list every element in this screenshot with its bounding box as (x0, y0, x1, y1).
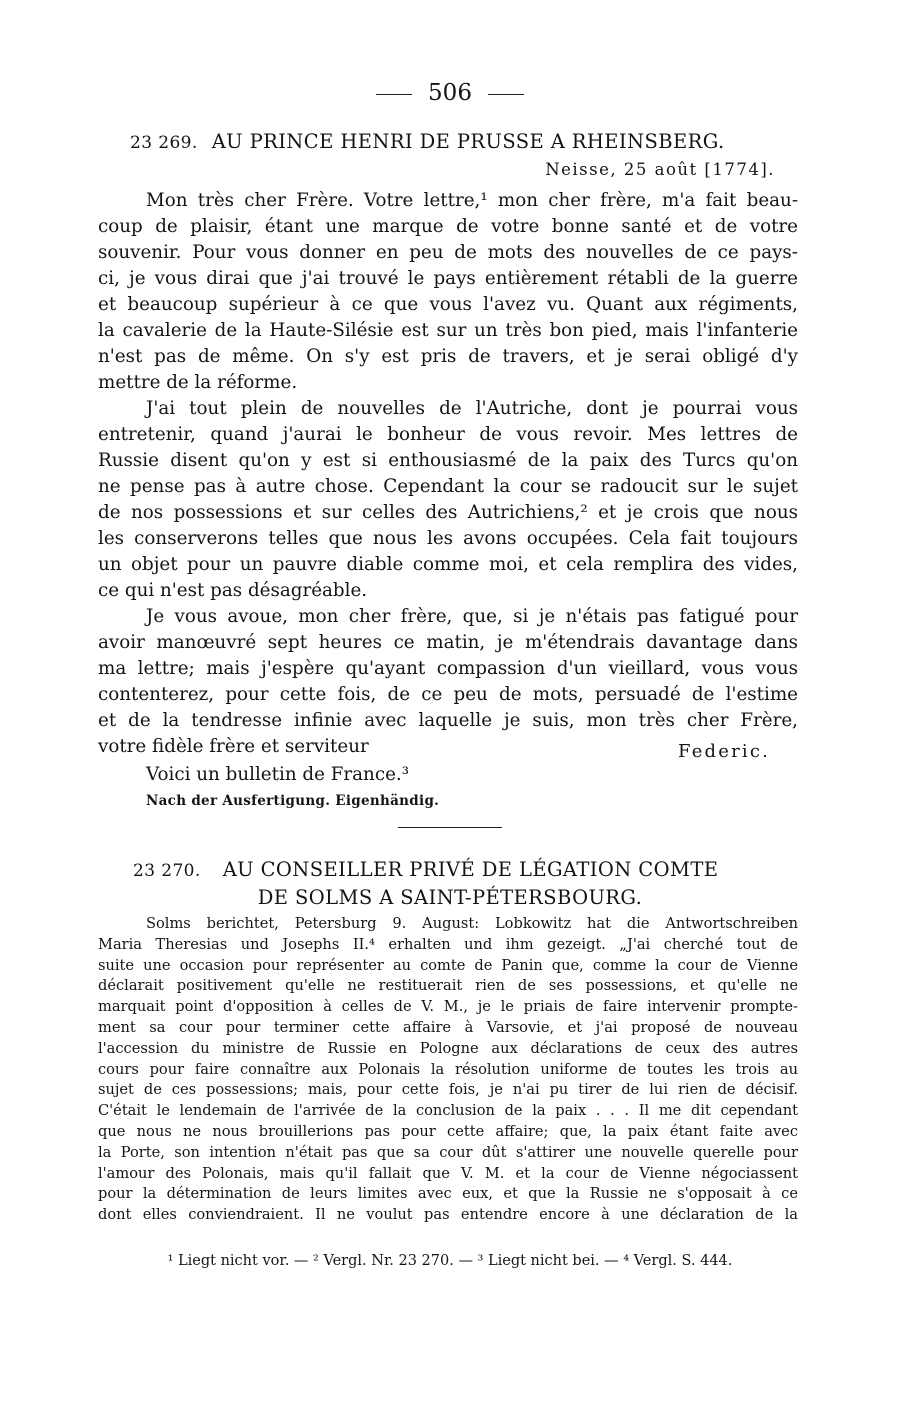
letter1-line: Je vous avoue, mon cher frère, que, si je n'étais pas fatigué pour (146, 606, 798, 627)
letter1-line: votre fidèle frère et serviteur (98, 736, 369, 757)
letter1-dateline: Neisse, 25 août [1774]. (545, 160, 775, 179)
letter2-line: ment sa cour pour terminer cette affaire à Varsovie, et j'ai proposé de nouveau (98, 1019, 798, 1036)
section-divider (398, 827, 502, 828)
letter1-signature: Federic. (678, 741, 771, 762)
letter2-line: l'amour des Polonais, mais qu'il fallait que V. M. et la cour de Vienne négociassent (98, 1165, 798, 1182)
letter2-line: C'était le lendemain de l'arrivée de la conclusion de la paix . . . Il me dit cependant (98, 1102, 798, 1119)
footnotes: ¹ Liegt nicht vor. — ² Vergl. Nr. 23 270. — ³ Liegt nicht bei. — ⁴ Vergl. S. 444. (167, 1253, 733, 1269)
letter1-number: 23 269. (130, 133, 198, 153)
letter1-line: un objet pour un pauvre diable comme moi, et cela remplira des vides, (98, 554, 798, 575)
letter2-line: marquait point d'opposition à celles de V. M., je le priais de faire intervenir prompte- (98, 998, 798, 1015)
letter2-line: l'accession du ministre de Russie en Pologne aux déclarations de ceux des autres (98, 1040, 798, 1057)
letter2-line: Maria Theresias und Josephs II.⁴ erhalten und ihm gezeigt. „J'ai cherché tout de (98, 936, 798, 953)
letter1-line: souvenir. Pour vous donner en peu de mots des nouvelles de ce pays- (98, 242, 798, 263)
letter2-line: la Porte, son intention n'était pas que sa cour dût s'attirer une nouvelle querelle pour (98, 1144, 798, 1161)
letter2-heading-line1: AU CONSEILLER PRIVÉ DE LÉGATION COMTE (222, 858, 719, 881)
letter1-line: et beaucoup supérieur à ce que vous l'avez vu. Quant aux régiments, (98, 294, 798, 315)
letter1-line: entretenir, quand j'aurai le bonheur de vous revoir. Mes lettres de (98, 424, 798, 445)
letter1-line: coup de plaisir, étant une marque de votre bonne santé et de votre (98, 216, 798, 237)
letter1-line: contenterez, pour cette fois, de ce peu de mots, persuadé de l'estime (98, 684, 798, 705)
letter2-line: sujet de ces possessions; mais, pour cette fois, je n'ai pu tirer de lui rien de décisif. (98, 1081, 798, 1098)
letter2-line: suite une occasion pour représenter au comte de Panin que, comme la cour de Vienne (98, 957, 798, 974)
letter1-heading-text: AU PRINCE HENRI DE PRUSSE A RHEINSBERG. (211, 130, 725, 153)
letter1-line: ne pense pas à autre chose. Cependant la cour se radoucit sur le sujet (98, 476, 798, 497)
letter2-heading-line2: DE SOLMS A SAINT-PÉTERSBOURG. (257, 886, 643, 909)
letter1-line: J'ai tout plein de nouvelles de l'Autriche, dont je pourrai vous (146, 398, 798, 419)
page-number (0, 80, 900, 106)
letter1-source-note: Nach der Ausfertigung. Eigenhändig. (146, 793, 440, 809)
letter2-line: dont elles conviendraient. Il ne voulut pas entendre encore à une déclaration de la (98, 1206, 798, 1223)
letter1-line: et de la tendresse infinie avec laquelle je suis, mon très cher Frère, (98, 710, 798, 731)
letter2-line: que nous ne nous brouillerions pas pour cette affaire; que, la paix étant faite avec (98, 1123, 798, 1140)
letter2-number: 23 270. (133, 861, 201, 881)
letter1-line: Mon très cher Frère. Votre lettre,¹ mon cher frère, m'a fait beau- (146, 190, 798, 211)
letter1-line: de nos possessions et sur celles des Autrichiens,² et je crois que nous (98, 502, 798, 523)
letter1-line: Russie disent qu'on y est si enthousiasmé de la paix des Turcs qu'on (98, 450, 798, 471)
letter2-line: cours pour faire connaître aux Polonais la résolution uniforme de toutes les trois au (98, 1061, 798, 1078)
letter2-line: pour la détermination de leurs limites avec eux, et que la Russie ne s'opposait à ce (98, 1185, 798, 1202)
letter1-line: ci, je vous dirai que j'ai trouvé le pays entièrement rétabli de la guerre (98, 268, 798, 289)
letter1-line: la cavalerie de la Haute-Silésie est sur un très bon pied, mais l'infanterie (98, 320, 798, 341)
letter1-line: mettre de la réforme. (98, 372, 298, 393)
letter1-line: ce qui n'est pas désagréable. (98, 580, 368, 601)
letter1-line: ma lettre; mais j'espère qu'ayant compassion d'un vieillard, vous vous (98, 658, 798, 679)
page-number-rule-right (488, 94, 524, 95)
page-number-text: 506 (428, 80, 472, 106)
letter1-line: avoir manœuvré sept heures ce matin, je m'étendrais davantage dans (98, 632, 798, 653)
page-number-rule-left (376, 94, 412, 95)
letter1-postscript: Voici un bulletin de France.³ (146, 764, 410, 785)
letter2-heading (133, 858, 718, 881)
letter2-line: déclarait positivement qu'elle ne restituerait rien de ses possessions, et qu'elle ne (98, 977, 798, 994)
letter2-line: Solms berichtet, Petersburg 9. August: Lobkowitz hat die Antwortschreiben (146, 915, 798, 932)
letter1-line: n'est pas de même. On s'y est pris de travers, et je serai obligé d'y (98, 346, 798, 367)
letter1-line: les conserverons telles que nous les avons occupées. Cela fait toujours (98, 528, 798, 549)
letter1-heading (130, 130, 725, 153)
